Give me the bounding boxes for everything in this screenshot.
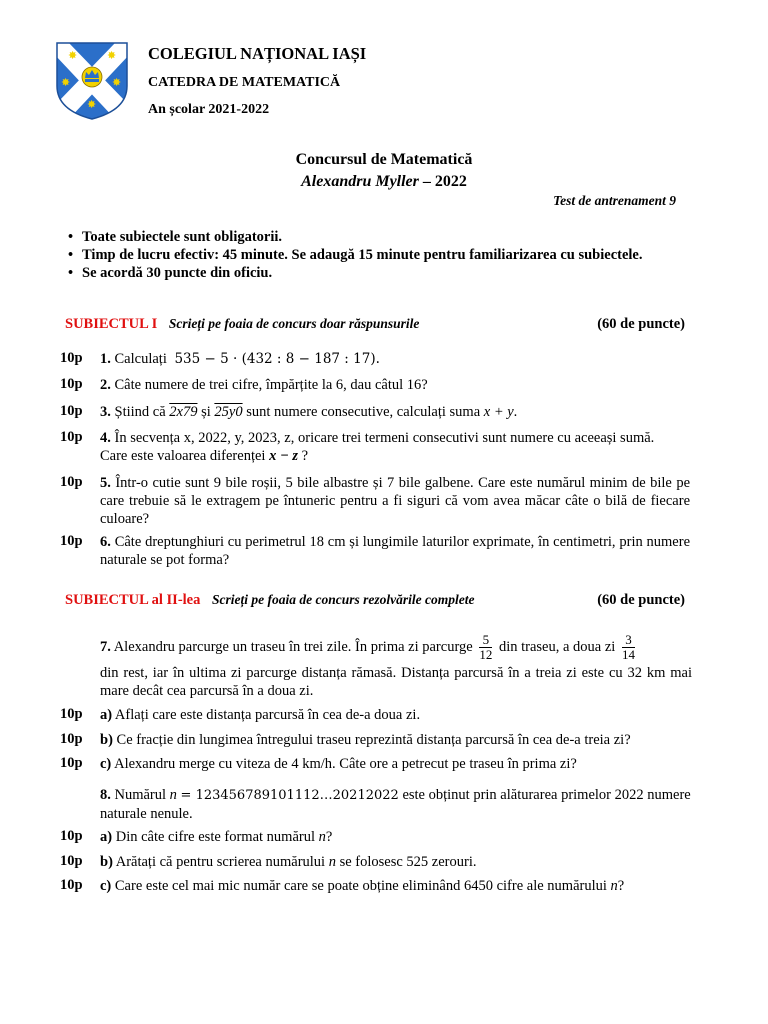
question-points: 10p xyxy=(60,828,83,844)
question-points: 10p xyxy=(60,429,83,445)
svg-text:✸: ✸ xyxy=(107,49,117,62)
question-8c: c) Care este cel mai mic număr care se poate obține eliminând 6450 cifre ale numărului n? xyxy=(100,878,625,894)
svg-text:✸: ✸ xyxy=(61,76,71,89)
question-points: 10p xyxy=(60,350,83,366)
question-points: 10p xyxy=(60,403,83,419)
section-1-header xyxy=(65,316,419,333)
contest-subtitle: Alexandru Myller – 2022 xyxy=(301,173,467,190)
svg-text:✸: ✸ xyxy=(68,49,78,62)
section-2-header xyxy=(65,592,474,609)
department-name: CATEDRA DE MATEMATICĂ xyxy=(148,75,341,90)
question-8: 8. Numărul n = 123456789101112…20212022 este obținut prin alăturarea primelor 2022 numere naturale nenule. xyxy=(100,787,691,822)
question-7a: a) Aflați care este distanța parcursă în cea de-a doua zi. xyxy=(100,707,421,723)
question-points: 10p xyxy=(60,706,83,722)
test-label: Test de antrenament 9 xyxy=(553,193,676,208)
question-5: 5. Într-o cutie sunt 9 bile roșii, 5 bile albastre și 7 bile galbene. Care este numărul minim de bile pe care trebuie să le extragem pe întuneric pentru a fi siguri că vom avea măcar câte o bilă de fiecare culoare? xyxy=(100,475,691,527)
section-2-label: SUBIECTUL al II-lea xyxy=(65,592,201,608)
question-points: 10p xyxy=(60,474,83,490)
question-6: 6. Câte dreptunghiuri cu perimetrul 18 cm și lungimile laturilor exprimate, în centimetri, prin numere naturale se pot forma? xyxy=(100,534,690,568)
fraction: $\frac{3}{14}$ xyxy=(621,632,635,663)
fraction: $\frac{5}{12}$ xyxy=(479,632,493,663)
rules-list xyxy=(66,228,746,282)
question-points: 10p xyxy=(60,533,83,549)
section-1-points: (60 de puncte) xyxy=(597,316,685,332)
question-1: 1. Calculați 535 − 5 · (432 : 8 − 187 : 17). xyxy=(100,351,380,367)
rule-item: • Toate subiectele sunt obligatorii. xyxy=(66,228,746,246)
school-crest-logo xyxy=(56,42,128,120)
rule-item: • Timp de lucru efectiv: 45 minute. Se adaugă 15 minute pentru familiarizarea cu subiectele. xyxy=(66,246,746,264)
question-4: 4. În secvența x, 2022, y, 2023, z, oricare trei termeni consecutivi sunt numere cu aceeași sumă. Care este valoarea diferenței x − z ? xyxy=(100,430,655,464)
question-points: 10p xyxy=(60,877,83,893)
school-year: An școlar 2021-2022 xyxy=(148,102,270,117)
question-points: 10p xyxy=(60,853,83,869)
question-8b: b) Arătați că pentru scrierea numărului n se folosesc 525 zerouri. xyxy=(100,854,477,870)
school-name: COLEGIUL NAȚIONAL IAȘI xyxy=(148,44,367,63)
question-3: 3. Știind că 2x79 și 25y0 sunt numere consecutive, calculați suma x + y. xyxy=(100,404,518,420)
svg-text:✸: ✸ xyxy=(112,76,122,89)
question-2: 2. Câte numere de trei cifre, împărțite la 6, dau câtul 16? xyxy=(100,377,428,393)
question-8a: a) Din câte cifre este format numărul n? xyxy=(100,829,333,845)
section-1-instruction: Scrieți pe foaia de concurs doar răspunsurile xyxy=(168,316,420,331)
section-2-points: (60 de puncte) xyxy=(597,592,685,608)
question-7: 7. Alexandru parcurge un traseu în trei zile. În prima zi parcurge $\frac{5}{12}$ din traseu, a doua zi $\frac{3}{14}$ din rest, iar în ultima zi parcurge distanța rămasă. Distanța parcursă în a treia zi este cu 32 km mai mare decât cea parcursă în a doua zi. xyxy=(100,632,692,699)
question-7c: c) Alexandru merge cu viteza de 4 km/h. Câte ore a petrecut pe traseu în prima zi? xyxy=(100,756,577,772)
section-2-instruction: Scrieți pe foaia de concurs rezolvările complete xyxy=(212,592,475,607)
question-points: 10p xyxy=(60,731,83,747)
section-1-label: SUBIECTUL I xyxy=(65,316,158,332)
question-7b: b) Ce fracție din lungimea întregului traseu reprezintă distanța parcursă în cea de-a treia zi? xyxy=(100,732,631,748)
rule-item: • Se acordă 30 puncte din oficiu. xyxy=(66,264,746,282)
question-points: 10p xyxy=(60,376,83,392)
contest-title: Concursul de Matematică xyxy=(295,151,473,168)
svg-text:✸: ✸ xyxy=(87,98,97,111)
question-points: 10p xyxy=(60,755,83,771)
